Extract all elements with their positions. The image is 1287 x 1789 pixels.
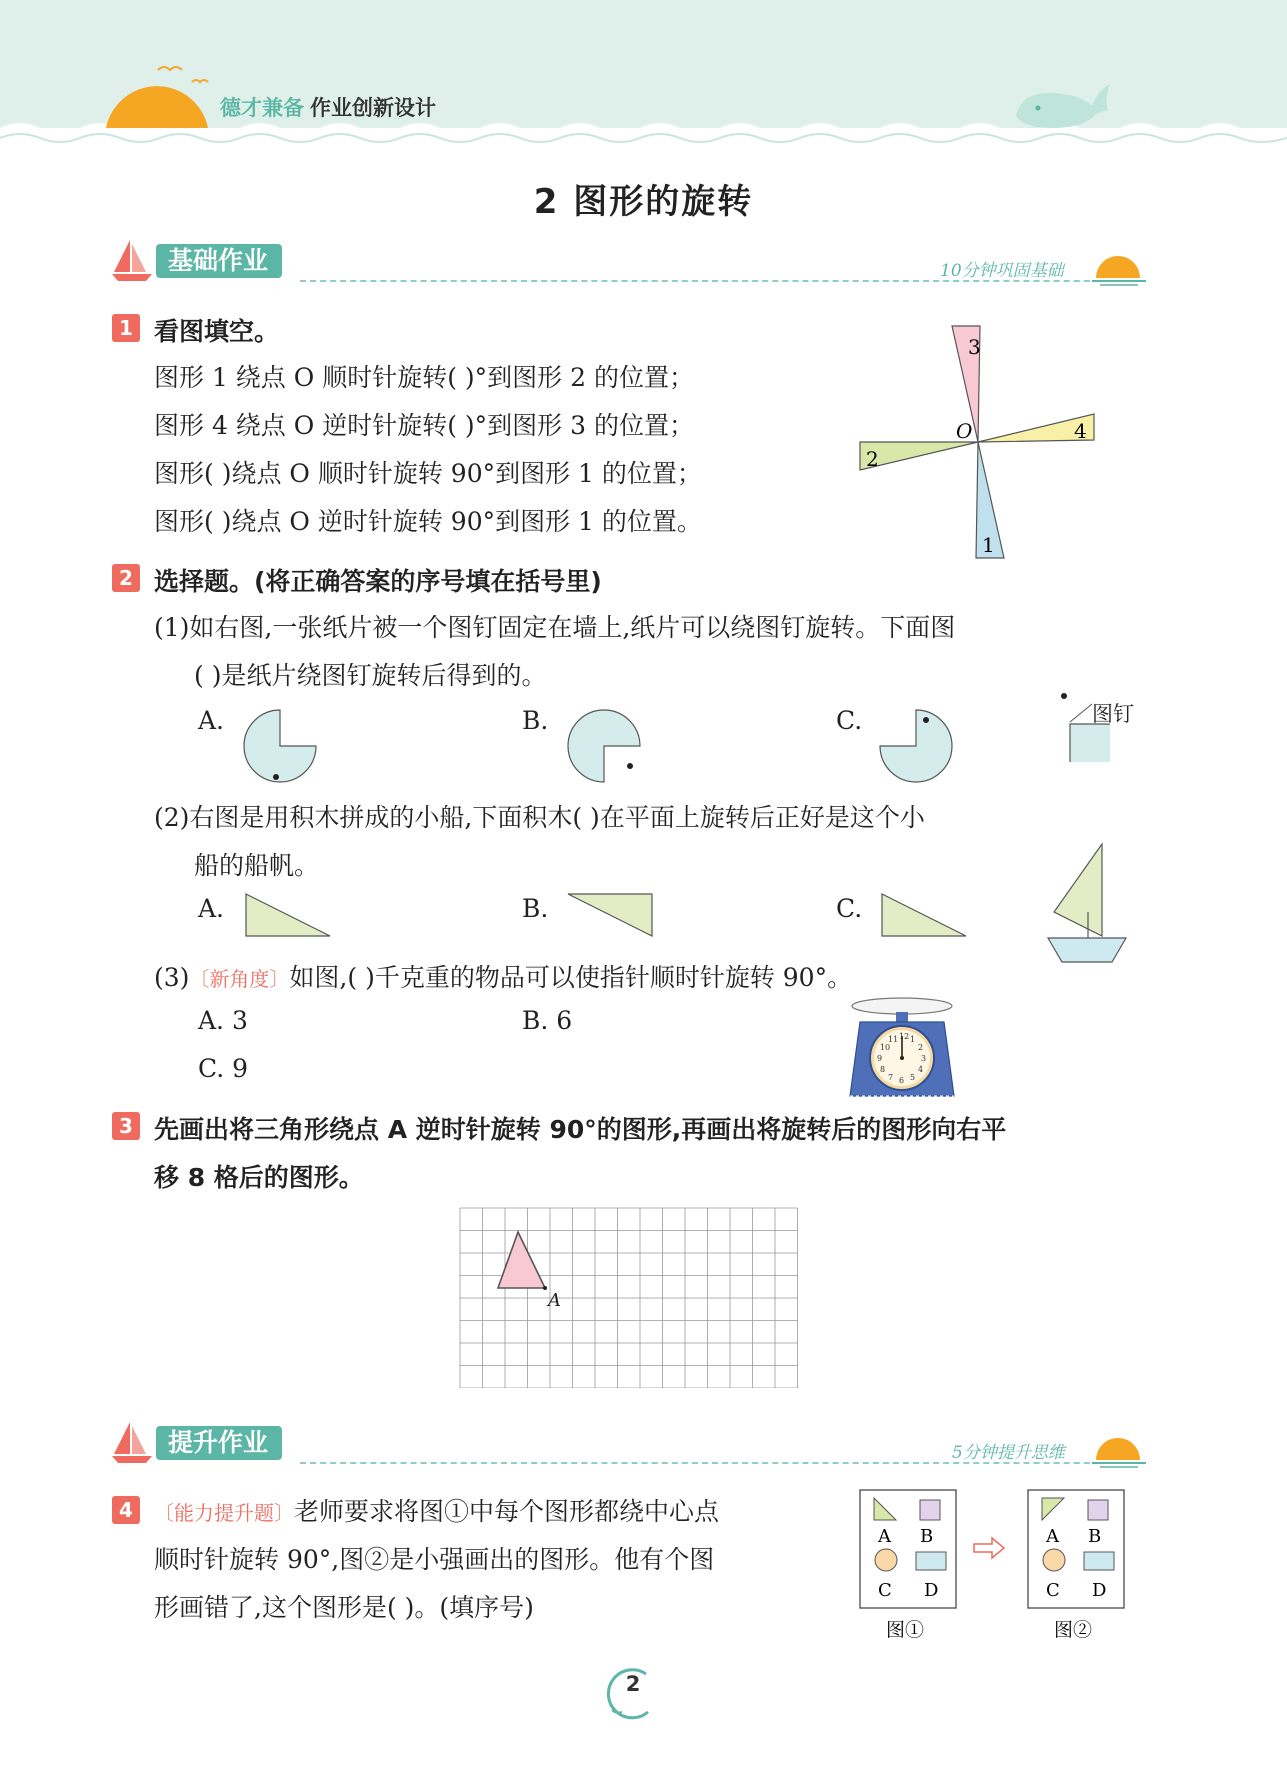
q3-number: 3: [112, 1112, 140, 1140]
q4-line1-text: 老师要求将图①中每个图形都绕中心点: [294, 1497, 720, 1526]
q2-p2-option-a: A.: [198, 894, 225, 923]
clock-number: 10: [879, 1043, 891, 1052]
fig2-label-d: D: [1092, 1580, 1107, 1601]
fig1-label-c: C: [878, 1580, 892, 1601]
arrow-right-icon: [974, 1538, 1004, 1558]
q3-point-label: A: [548, 1290, 561, 1311]
page-number: 2: [625, 1672, 641, 1696]
clock-number: 8: [879, 1065, 886, 1074]
q2-p1-line2: ( )是纸片绕图钉旋转后得到的。: [194, 661, 547, 690]
q2-p3-line: [154, 958, 852, 994]
clock-number: 11: [888, 1034, 899, 1044]
clock-number: 6: [899, 1076, 905, 1085]
q1-line-1: 图形 1 绕点 O 顺时针旋转( )°到图形 2 的位置；: [154, 363, 694, 392]
q4-number: 4: [112, 1496, 140, 1524]
q1-title: 看图填空。: [154, 317, 280, 346]
q4-tag: 〔能力提升题〕: [154, 1501, 294, 1525]
q2-p1-option-c: C.: [836, 706, 863, 735]
clock-number: 7: [888, 1073, 894, 1083]
fig1-label-a: A: [878, 1526, 891, 1547]
q1-line-3: 图形( )绕点 O 顺时针旋转 90°到图形 1 的位置；: [154, 459, 702, 488]
q3-line2: 移 8 格后的图形。: [154, 1163, 364, 1192]
label-o: O: [956, 419, 973, 443]
sun-logo: [102, 62, 212, 130]
section-advanced-note: 5分钟提升思维: [952, 1443, 1065, 1463]
clock-number: 1: [910, 1034, 916, 1044]
q3-grid[interactable]: [458, 1206, 800, 1388]
q4-fig2: [1028, 1490, 1124, 1608]
q2-p3-tag: 〔新角度〕: [189, 967, 290, 991]
brand: [220, 92, 436, 122]
clock-number: 4: [918, 1065, 924, 1074]
q2-title: 选择题。(将正确答案的序号填在括号里): [154, 567, 602, 596]
q4-caption-1: 图①: [886, 1619, 925, 1641]
q2-p3-text: 如图,( )千克重的物品可以使指针顺时针旋转 90°。: [289, 963, 853, 992]
q2-p3-scale-figure: [846, 996, 958, 1100]
sailboat-icon-2: [110, 1418, 156, 1464]
sun-small-icon: [1090, 248, 1148, 288]
whale-icon: [1012, 76, 1112, 132]
q2-p2-line1: (2)右图是用积木拼成的小船,下面积木( )在平面上旋转后正好是这个小: [154, 803, 925, 832]
brand-primary: 德才兼备: [220, 96, 304, 120]
q2-p1-option-b-figure: [562, 704, 644, 786]
q2-p1-option-c-figure: [876, 704, 958, 786]
label-3: 3: [968, 335, 981, 359]
q4-figures: [856, 1486, 1136, 1646]
clock-number: 3: [921, 1054, 927, 1063]
q2-p2-line2: 船的船帆。: [194, 851, 320, 880]
clock-number: 2: [918, 1043, 924, 1052]
q3-point-a: [543, 1286, 547, 1290]
q1-pinwheel-figure: [856, 322, 1096, 562]
clock-number: 9: [877, 1054, 883, 1063]
label-1: 1: [982, 533, 995, 557]
q2-p1-option-b: B.: [522, 706, 549, 735]
fig2-label-c: C: [1046, 1580, 1060, 1601]
q2-p2-option-c: C.: [836, 894, 863, 923]
label-2: 2: [866, 447, 879, 471]
sun-small-icon-2: [1090, 1430, 1148, 1470]
q4-line3: 形画错了,这个图形是( )。(填序号): [154, 1593, 534, 1622]
q2-p2-option-b-figure: [564, 890, 656, 940]
q2-p2-option-b: B.: [522, 894, 549, 923]
sailboat-icon: [110, 236, 156, 282]
label-4: 4: [1074, 419, 1087, 443]
q4-fig1: [860, 1490, 956, 1608]
clock-number: 12: [899, 1032, 910, 1041]
q2-p1-option-a: A.: [198, 706, 225, 735]
q2-p3-prefix: (3): [154, 963, 190, 992]
fig2-label-a: A: [1046, 1526, 1059, 1547]
pin-label: 图钉: [1092, 702, 1134, 726]
q1-line-4: 图形( )绕点 O 逆时针旋转 90°到图形 1 的位置。: [154, 507, 702, 536]
fig2-label-b: B: [1088, 1526, 1102, 1547]
fig1-label-b: B: [920, 1526, 934, 1547]
brand-secondary: 作业创新设计: [310, 96, 436, 120]
q2-p2-option-c-figure: [878, 890, 970, 940]
q2-p1-option-a-figure: [240, 704, 322, 786]
q2-p1-line1: (1)如右图,一张纸片被一个图钉固定在墙上,纸片可以绕图钉旋转。下面图: [154, 613, 956, 642]
q2-p2-option-a-figure: [242, 890, 334, 940]
section-advanced-label: 提升作业: [156, 1426, 282, 1460]
q1-number: 1: [112, 314, 140, 342]
pin-icon: [1061, 693, 1067, 699]
q2-p3-option-c: C. 9: [198, 1054, 249, 1083]
clock-number: 5: [910, 1073, 916, 1083]
section-basic-label: 基础作业: [156, 244, 282, 278]
section-basic-note: 10分钟巩固基础: [940, 261, 1064, 281]
q2-p3-option-b: B. 6: [522, 1006, 573, 1035]
q2-number: 2: [112, 564, 140, 592]
q1-line-2: 图形 4 绕点 O 逆时针旋转( )°到图形 3 的位置；: [154, 411, 694, 440]
q4-line1: [154, 1492, 719, 1528]
q2-p3-option-a: A. 3: [198, 1006, 248, 1035]
q2-p2-boat-figure: [1046, 840, 1132, 970]
page-title: 2 图形的旋转: [533, 182, 754, 222]
fig1-label-d: D: [924, 1580, 939, 1601]
q3-line1: 先画出将三角形绕点 A 逆时针旋转 90°的图形,再画出将旋转后的图形向右平: [154, 1115, 1007, 1144]
q4-caption-2: 图②: [1054, 1619, 1093, 1641]
q4-line2: 顺时针旋转 90°,图②是小强画出的图形。他有个图: [154, 1545, 715, 1574]
